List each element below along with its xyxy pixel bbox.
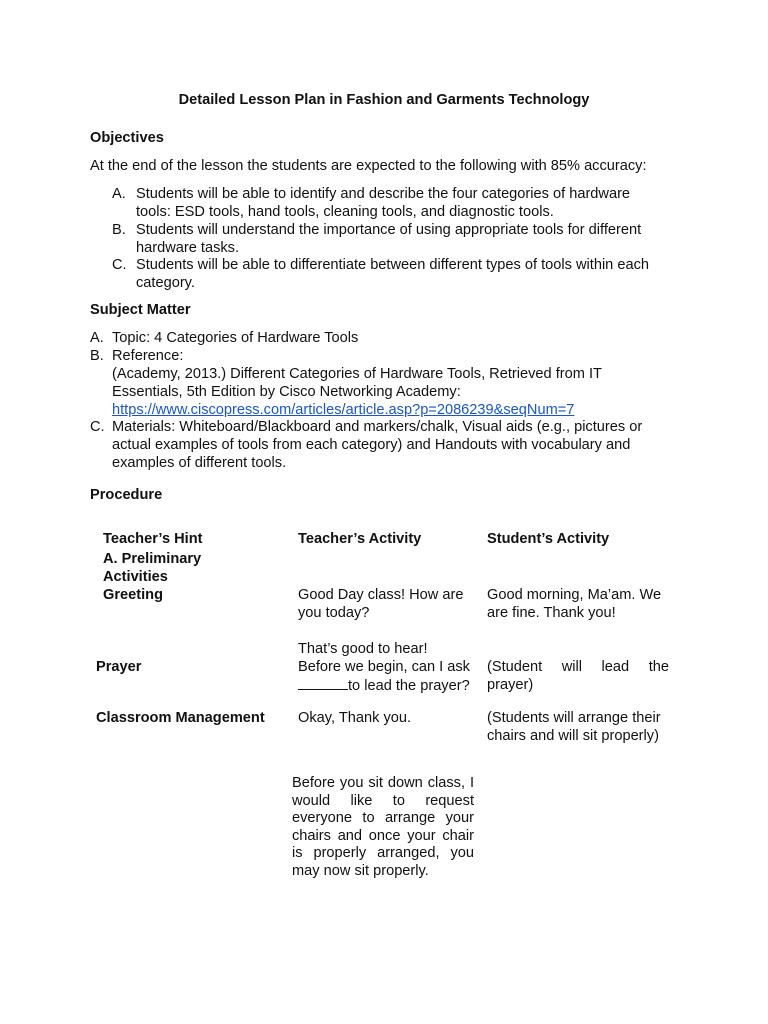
- blank-line: [298, 676, 348, 690]
- procedure-heading: Procedure: [90, 487, 163, 503]
- prayer-student-activity: (Student will lead the prayer): [487, 659, 669, 693]
- list-marker: A.: [90, 330, 104, 346]
- preliminary-activities-label: Activities: [103, 569, 168, 585]
- objective-text-line: Students will be able to differentiate between different types of tools within each: [136, 257, 649, 273]
- reference-text-line: (Academy, 2013.) Different Categories of Hardware Tools, Retrieved from IT: [112, 366, 602, 382]
- objective-text-line: category.: [136, 275, 195, 291]
- greeting-teacher-activity: Good Day class! How are you today?: [298, 587, 464, 621]
- list-marker: C.: [90, 419, 105, 435]
- materials-text-line: examples of different tools.: [112, 455, 287, 471]
- objectives-heading: Objectives: [90, 130, 164, 146]
- objective-text-line: tools: ESD tools, hand tools, cleaning tools, and diagnostic tools.: [136, 204, 554, 220]
- column-header-teacher: Teacher’s Activity: [298, 531, 422, 547]
- reference-label: Reference:: [112, 348, 184, 364]
- document-title: Detailed Lesson Plan in Fashion and Garments Technology: [178, 92, 590, 108]
- reference-link[interactable]: https://www.ciscopress.com/articles/article.asp?p=2086239&seqNum=7: [112, 402, 575, 418]
- prayer-teacher-text: to lead the prayer?: [348, 678, 470, 694]
- prayer-teacher-line: Before we begin, can I ask: [298, 659, 470, 675]
- topic-text: Topic: 4 Categories of Hardware Tools: [112, 330, 359, 346]
- classroom-student-activity: (Students will arrange their chairs and will sit properly): [487, 710, 661, 744]
- prayer-teacher-line: That’s good to hear!: [298, 641, 428, 657]
- materials-text-line: actual examples of tools from each category) and Handouts with vocabulary and: [112, 437, 631, 453]
- list-marker: A.: [112, 186, 126, 202]
- objective-text-line: Students will understand the importance of using appropriate tools for different: [136, 222, 642, 238]
- objective-text-line: Students will be able to identify and describe the four categories of hardware: [136, 186, 631, 202]
- classroom-teacher-activity: Okay, Thank you.: [298, 710, 412, 726]
- list-marker: C.: [112, 257, 127, 273]
- objective-text-line: hardware tasks.: [136, 240, 240, 256]
- reference-text-line: Essentials, 5th Edition by Cisco Networking Academy:: [112, 384, 461, 400]
- greeting-student-activity: Good morning, Ma’am. We are fine. Thank you!: [487, 587, 662, 621]
- prayer-label: Prayer: [96, 659, 142, 675]
- column-header-student: Student’s Activity: [487, 531, 610, 547]
- objectives-intro: At the end of the lesson the students are expected to the following with 85% accuracy:: [90, 158, 647, 174]
- prayer-teacher-line-3: [298, 676, 470, 695]
- materials-text-line: Materials: Whiteboard/Blackboard and markers/chalk, Visual aids (e.g., pictures or: [112, 419, 643, 435]
- list-marker: B.: [90, 348, 104, 364]
- column-header-hint: Teacher’s Hint: [103, 531, 203, 547]
- classroom-teacher-note: Before you sit down class, I would like to request everyone to arrange your chairs and once your chair is properly arranged, you may now sit properly.: [292, 775, 474, 879]
- list-marker: B.: [112, 222, 126, 238]
- subject-matter-heading: Subject Matter: [90, 302, 191, 318]
- preliminary-activities-label: A. Preliminary: [103, 551, 202, 567]
- classroom-management-label: Classroom Management: [96, 710, 265, 726]
- greeting-label: Greeting: [103, 587, 164, 603]
